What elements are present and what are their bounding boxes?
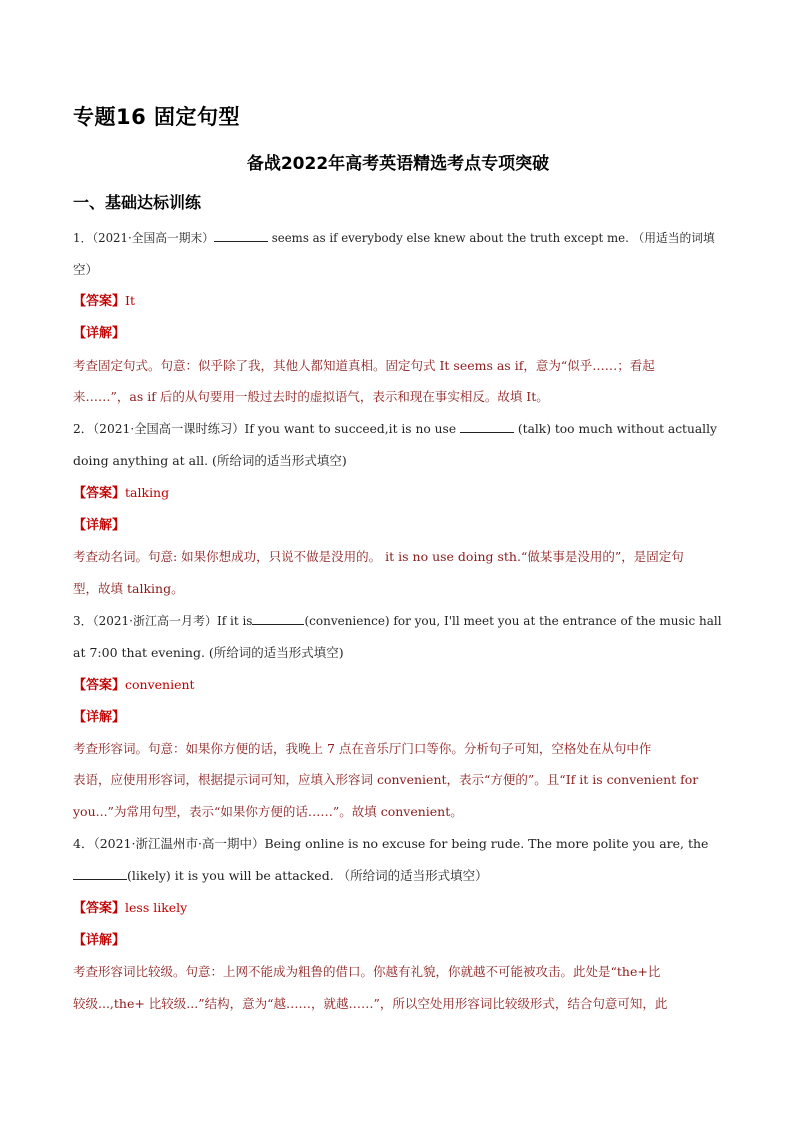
answer-blank <box>214 229 268 242</box>
answer-row-1 <box>73 292 723 311</box>
answer-row-4 <box>73 899 723 918</box>
answer-value: It <box>125 293 135 308</box>
question-1-line-2: 空） <box>73 262 99 277</box>
explain-1-line-1: 考查固定句式。句意：似乎除了我，其他人都知道真相。固定句式 It seems as if，意为“似乎……；看起 <box>73 358 655 373</box>
explain-4-line-2: 较级...,the+ 比较级...”结构，意为“越……，就越……”，所以空处用形容词比较级形式，结合句意可知，此 <box>73 996 668 1011</box>
answer-label: 【答案】 <box>73 294 126 309</box>
page-title: 专题16 固定句型 <box>73 105 241 129</box>
answer-blank <box>73 867 127 880</box>
answer-label: 【答案】 <box>73 901 126 916</box>
answer-label: 【答案】 <box>73 678 126 693</box>
explain-2-line-1: 考查动名词。句意: 如果你想成功，只说不做是没用的。 it is no use doing sth.“做某事是没用的”，是固定句 <box>73 549 684 564</box>
question-4-line-1: 4．（2021·浙江温州市·高一期中）Being online is no excuse for being rude. The more polite you are, the <box>73 836 709 851</box>
question-3-line-2: at 7:00 that evening. (所给词的适当形式填空) <box>73 645 344 660</box>
question-3-line-1: 3．（2021·浙江高一月考）If it is (convenience) for you, I'll meet you at the entrance of the music hall <box>73 614 722 628</box>
explain-3-line-1: 考查形容词。句意：如果你方便的话，我晚上 7 点在音乐厅门口等你。分析句子可知，空格处在从句中作 <box>73 741 652 756</box>
question-2-line-2: doing anything at all. (所给词的适当形式填空) <box>73 453 347 468</box>
question-4-line-2: (likely) it is you will be attacked. （所给词的适当形式填空） <box>73 867 723 885</box>
explain-label-1: 【详解】 <box>73 326 126 341</box>
page-subtitle: 备战2022年高考英语精选考点专项突破 <box>246 154 550 174</box>
question-2-line-1: 2．（2021·全国高一课时练习）If you want to succeed,it is no use (talk) too much without actually <box>73 422 717 436</box>
answer-label: 【答案】 <box>73 486 126 501</box>
section-heading: 一、基础达标训练 <box>73 193 202 212</box>
answer-value: convenient <box>125 677 195 692</box>
answer-value: talking <box>125 485 170 500</box>
answer-row-3 <box>73 676 723 695</box>
explain-3-line-3: you...”为常用句型，表示“如果你方便的话……”。故填 convenient。 <box>73 804 463 819</box>
answer-blank <box>252 612 304 625</box>
answer-blank <box>460 420 514 433</box>
explain-2-line-2: 型，故填 talking。 <box>73 581 184 596</box>
explain-1-line-2: 来……”，as if 后的从句要用一般过去时的虚拟语气，表示和现在事实相反。故填 It。 <box>73 389 549 404</box>
explain-4-line-1: 考查形容词比较级。句意：上网不能成为粗鲁的借口。你越有礼貌，你就越不可能被攻击。此处是“the+比 <box>73 964 661 979</box>
explain-label-4: 【详解】 <box>73 933 126 948</box>
question-1-line-1: 1．（2021·全国高一期末） seems as if everybody else knew about the truth except me. （用适当的词填 <box>73 231 715 245</box>
explain-label-3: 【详解】 <box>73 710 126 725</box>
answer-value: less likely <box>125 900 188 915</box>
explain-label-2: 【详解】 <box>73 518 126 533</box>
answer-row-2 <box>73 484 723 503</box>
explain-3-line-2: 表语，应使用形容词，根据提示词可知，应填入形容词 convenient，表示“方便的”。且“If it is convenient for <box>73 772 699 787</box>
